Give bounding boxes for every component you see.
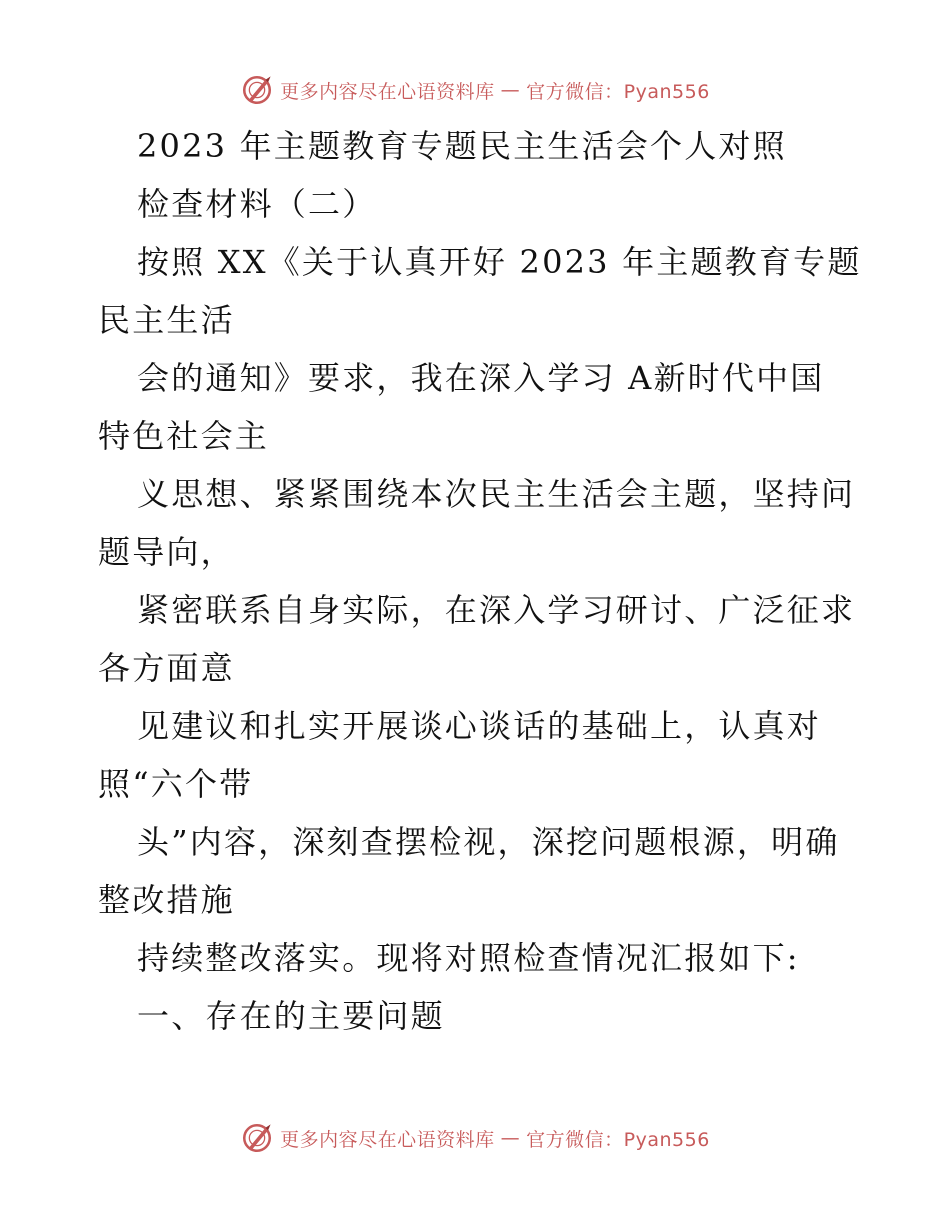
- document-title-line-2: 检查材料（二）: [137, 185, 377, 223]
- watermark-brand-text: 更多内容尽在心语资料库: [280, 80, 495, 103]
- paragraph-line: 民主生活: [98, 301, 235, 339]
- header-watermark: [0, 70, 950, 110]
- section-heading: 一、存在的主要问题: [137, 997, 445, 1035]
- paragraph-line: 整改措施: [98, 881, 235, 919]
- paragraph-line: 头”内容，深刻查摆检视，深挖问题根源，明确: [137, 823, 840, 861]
- paragraph-line: 义思想、紧紧围绕本次民主生活会主题，坚持问: [137, 475, 856, 513]
- footer-watermark: [0, 1118, 950, 1158]
- paragraph-line: 紧密联系自身实际，在深入学习研讨、广泛征求: [137, 591, 856, 629]
- quill-pen-seal-icon: [240, 1121, 274, 1155]
- watermark-brand-text: 更多内容尽在心语资料库: [280, 1128, 495, 1151]
- paragraph-line: 特色社会主: [98, 417, 270, 455]
- document-title-line-1: 2023 年主题教育专题民主生活会个人对照: [137, 127, 787, 165]
- paragraph-line: 各方面意: [98, 649, 235, 687]
- watermark-wechat-text: 官方微信：Pyan556: [526, 80, 710, 103]
- watermark-dash: —: [500, 1127, 521, 1149]
- paragraph-line: 会的通知》要求，我在深入学习 A新时代中国: [137, 359, 825, 397]
- quill-pen-seal-icon: [240, 73, 274, 107]
- paragraph-line: 题导向，: [98, 533, 235, 571]
- watermark-dash: —: [500, 79, 521, 101]
- paragraph-line: 持续整改落实。现将对照检查情况汇报如下:: [137, 939, 800, 977]
- paragraph-line: 按照 XX《关于认真开好 2023 年主题教育专题: [137, 243, 862, 281]
- paragraph-line: 照“六个带: [98, 765, 254, 803]
- watermark-wechat-text: 官方微信：Pyan556: [526, 1128, 710, 1151]
- paragraph-line: 见建议和扎实开展谈心谈话的基础上，认真对: [137, 707, 822, 745]
